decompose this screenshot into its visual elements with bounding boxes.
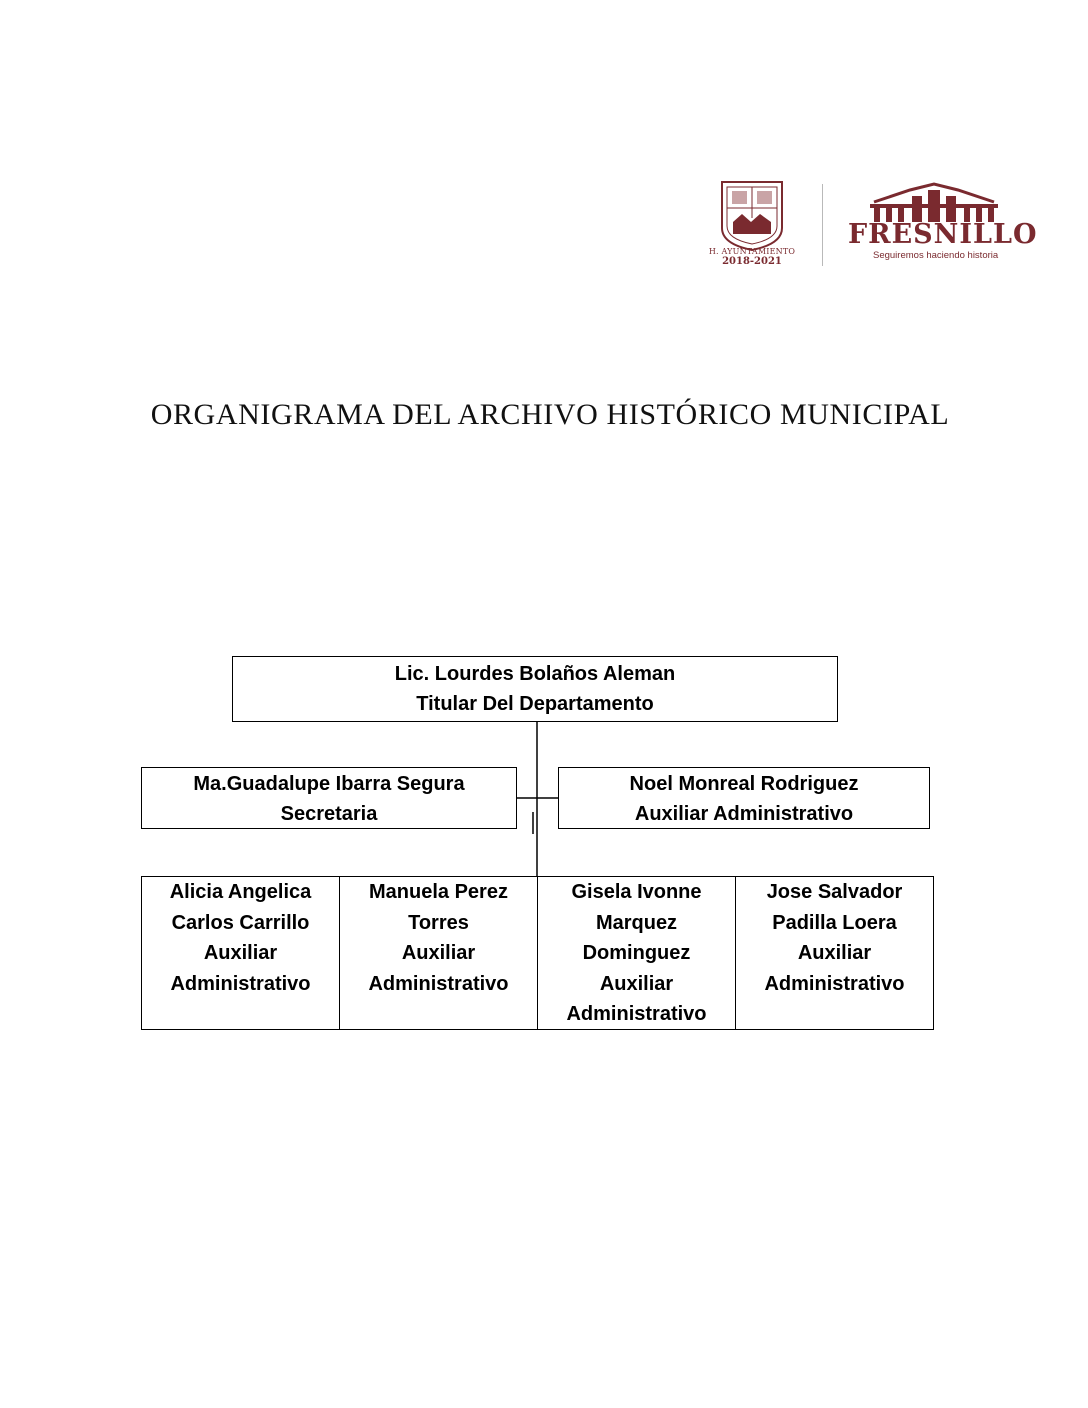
staff-line: Auxiliar	[203, 942, 278, 964]
seal-caption-top: H. AYUNTAMIENTO	[708, 247, 796, 256]
staff-line: Jose Salvador	[766, 881, 903, 903]
head-name: Lic. Lourdes Bolaños Aleman	[394, 663, 676, 685]
secretary-name: Ma.Guadalupe Ibarra Segura	[193, 773, 465, 795]
assistant-role: Auxiliar Administrativo	[634, 803, 854, 825]
staff-line: Administrativo	[566, 1003, 707, 1025]
staff-line: Alicia Angelica	[169, 881, 312, 903]
org-node-secretary	[141, 767, 517, 829]
staff-line: Torres	[408, 911, 469, 934]
assistant-name: Noel Monreal Rodriguez	[629, 773, 859, 795]
staff-line: Gisela Ivonne	[571, 881, 702, 903]
logo-divider	[822, 184, 823, 266]
head-role: Titular Del Departamento	[416, 693, 654, 715]
org-node-staff	[340, 877, 538, 1029]
staff-line: Manuela Perez	[369, 881, 508, 903]
building-skyline-icon	[870, 182, 998, 224]
page-title: ORGANIGRAMA DEL ARCHIVO HISTÓRICO MUNICIPAL	[150, 398, 950, 431]
staff-line: Marquez	[595, 911, 678, 934]
staff-line: Auxiliar	[599, 972, 674, 995]
org-node-staff	[142, 877, 340, 1029]
staff-line: Dominguez	[582, 942, 691, 964]
org-staff-row	[141, 876, 934, 1030]
org-node-staff	[736, 877, 933, 1029]
staff-line: Administrativo	[170, 972, 311, 995]
staff-line: Auxiliar	[797, 942, 872, 964]
staff-line: Administrativo	[764, 972, 905, 995]
staff-line: Carlos Carrillo	[171, 911, 310, 934]
org-node-staff	[538, 877, 736, 1029]
org-node-head	[232, 656, 838, 722]
staff-line: Administrativo	[368, 972, 509, 995]
seal-caption-years: 2018-2021	[722, 256, 782, 267]
staff-line: Padilla Loera	[772, 911, 897, 934]
org-node-assistant	[558, 767, 930, 829]
fresnillo-slogan: Seguiremos haciendo historia	[873, 250, 999, 261]
fresnillo-wordmark: FRESNILLO	[848, 219, 1038, 250]
secretary-role: Secretaria	[280, 803, 378, 825]
staff-line: Auxiliar	[401, 942, 476, 964]
